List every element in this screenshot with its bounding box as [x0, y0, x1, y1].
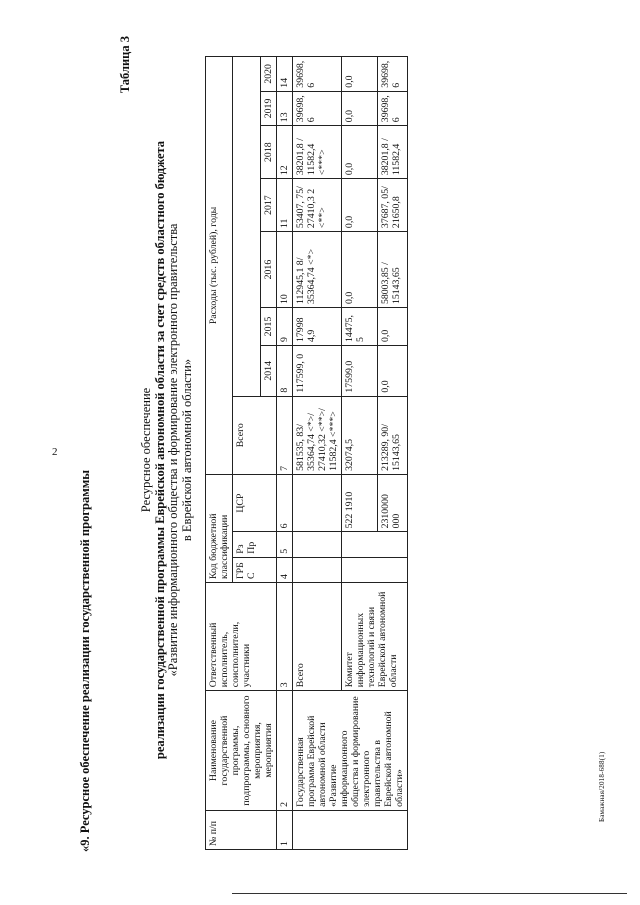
header-year: 2019 — [261, 91, 277, 126]
year-cell: 0,0 — [378, 308, 408, 346]
col-number: 9 — [277, 308, 293, 346]
bottom-rule — [232, 893, 627, 894]
executor-cell: Всего — [293, 583, 342, 691]
page-number: 2 — [52, 446, 58, 458]
year-cell: 17599,0 — [342, 346, 378, 397]
caption-line-4: в Еврейской автономной области» — [179, 358, 194, 542]
caption-line-3: «Развитие информационного общества и формирование электронного правительства — [166, 223, 180, 677]
section-title: «9. Ресурсное обеспечение реализации государственной программы — [78, 470, 92, 852]
year-cell: 117599, 0 — [293, 346, 342, 397]
header-year: 2017 — [261, 179, 277, 232]
col-number: 11 — [277, 179, 293, 232]
col-number: 14 — [277, 57, 293, 92]
col-number: 6 — [277, 474, 293, 532]
year-cell: 0,0 — [342, 232, 378, 308]
header-executor: Ответственный исполнитель, соисполнители, участники — [206, 583, 277, 691]
col-number: 10 — [277, 232, 293, 308]
year-cell: 39698, 6 — [293, 57, 342, 92]
col-number: 3 — [277, 583, 293, 691]
header-year: 2016 — [261, 232, 277, 308]
csr-cell: 2310000 000 — [378, 474, 408, 532]
col-number: 2 — [277, 691, 293, 811]
header-year: 2015 — [261, 308, 277, 346]
header-budget-code: Код бюджетной классификации — [206, 474, 233, 582]
year-cell: 0,0 — [342, 91, 378, 126]
total-cell: 32074,5 — [342, 396, 378, 474]
header-year: 2018 — [261, 126, 277, 179]
header-total: Всего — [233, 396, 277, 474]
document-stamp: Бамажная/2018-688(1) — [598, 751, 606, 822]
rotated-page-content — [0, 20, 590, 880]
grbs-cell — [293, 557, 342, 582]
header-rzpr: Рз Пр — [233, 532, 277, 557]
year-cell: 58003,85 / 15143,65 — [378, 232, 408, 308]
table-caption — [140, 20, 194, 880]
year-cell: 0,0 — [342, 179, 378, 232]
col-number: 4 — [277, 557, 293, 582]
year-cell: 0,0 — [342, 126, 378, 179]
col-number: 12 — [277, 126, 293, 179]
year-cell: 0,0 — [378, 346, 408, 397]
header-num: № п/п — [206, 810, 277, 849]
year-cell: 14475, 5 — [342, 308, 378, 346]
year-cell: 17998 4,9 — [293, 308, 342, 346]
year-cell: 37687, 05/ 21650,8 — [378, 179, 408, 232]
executor-cell: Комитет информационных технологий и связи Еврейской автономной области — [342, 583, 408, 691]
header-year: 2014 — [261, 346, 277, 397]
year-cell: 38201,8 / 11582,4 <***> — [293, 126, 342, 179]
year-cell: 39698, 6 — [378, 57, 408, 92]
table-row — [293, 57, 342, 850]
header-row-1 — [206, 57, 233, 850]
year-cell: 39698, 6 — [293, 91, 342, 126]
table-label: Таблица 3 — [118, 36, 132, 94]
col-number: 7 — [277, 396, 293, 474]
col-number: 5 — [277, 532, 293, 557]
year-cell: 39698, 6 — [378, 91, 408, 126]
rzpr-cell — [342, 532, 408, 557]
col-number: 13 — [277, 91, 293, 126]
row-number-cell — [293, 810, 408, 849]
header-grbs: ГРБ С — [233, 557, 277, 582]
total-cell: 213289, 90/ 15143,65 — [378, 396, 408, 474]
year-cell: 112945,1 8/ 35364,74 <*> — [293, 232, 342, 308]
header-csr: ЦСР — [233, 474, 277, 532]
caption-line-2: реализации государственной программы Еврейской автономной области за счет средств областного бюджета — [152, 140, 167, 760]
year-cell: 53407, 75/ 27410,3 2 <**> — [293, 179, 342, 232]
year-cell: 0,0 — [342, 57, 378, 92]
header-name: Наименование государственной программы, подпрограммы, основного мероприятия, мероприятия — [206, 691, 277, 811]
caption-line-1: Ресурсное обеспечение — [139, 387, 153, 513]
col-number: 1 — [277, 810, 293, 849]
total-cell: 581535, 83/ 35364,74 <*>/ 27410,32 <**>/ 11582,4 <***> — [293, 396, 342, 474]
rzpr-cell — [293, 532, 342, 557]
csr-cell: 522 1910 — [342, 474, 378, 532]
program-name-cell: Государственная программа Еврейской автономной области «Развитие информационного общества и формирование электронного правительства в Еврейской автономной области» — [293, 691, 408, 811]
grbs-cell — [342, 557, 408, 582]
header-expenses: Расходы (тыс. рублей), годы — [206, 57, 233, 475]
header-years-spacer — [233, 57, 261, 397]
header-year: 2020 — [261, 57, 277, 92]
year-cell: 38201,8 / 11582,4 — [378, 126, 408, 179]
column-numbers-row — [277, 57, 293, 850]
budget-table — [205, 56, 408, 850]
csr-cell — [293, 474, 342, 532]
col-number: 8 — [277, 346, 293, 397]
